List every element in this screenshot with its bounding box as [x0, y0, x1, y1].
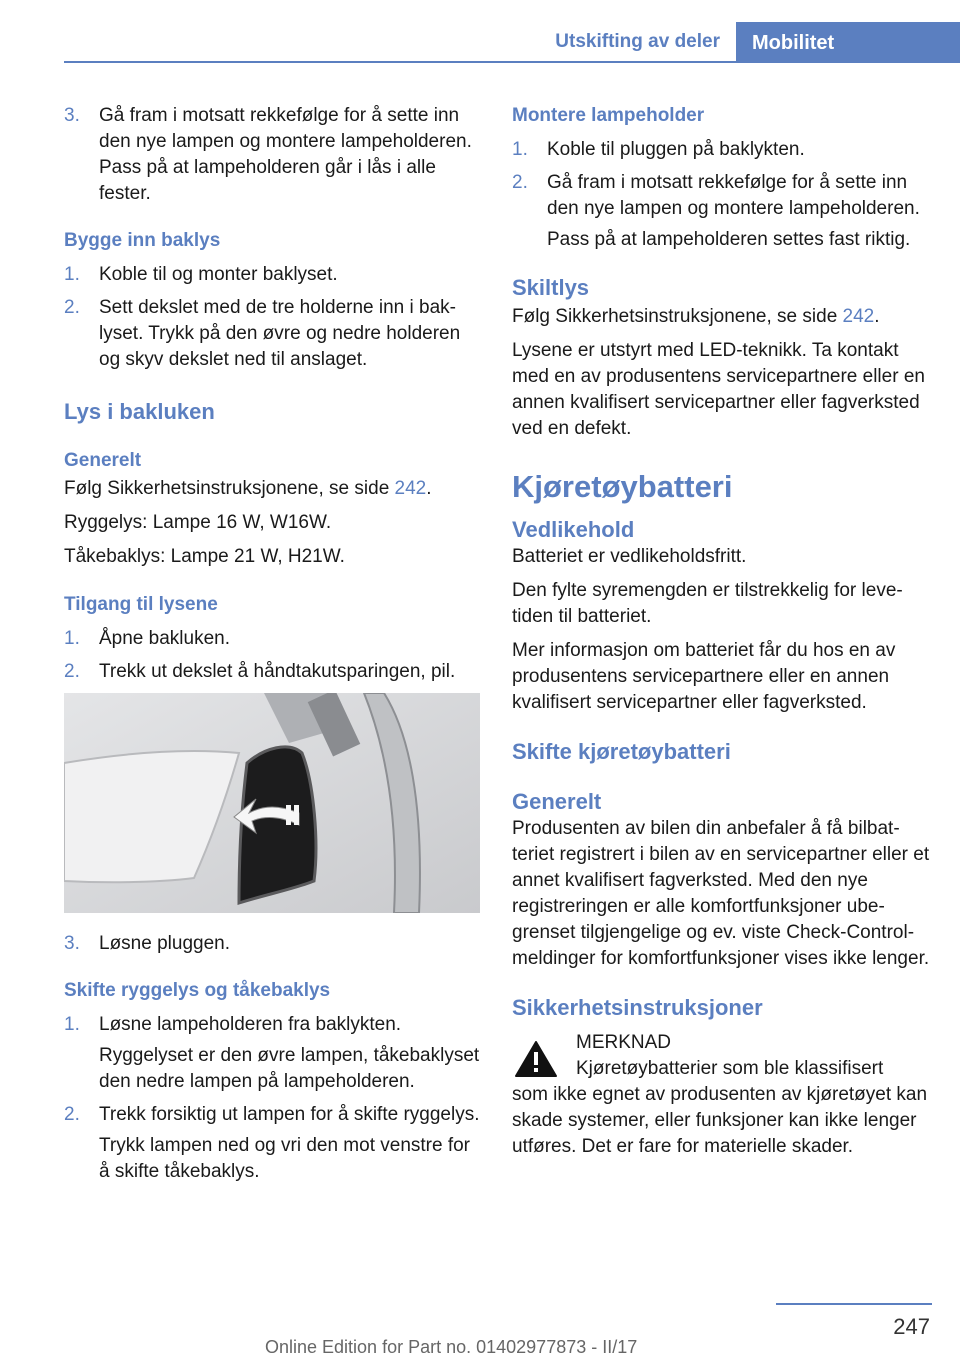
list-number: 2.	[512, 172, 528, 193]
list-number: 1.	[512, 139, 528, 160]
list-item	[512, 137, 932, 163]
footer-rule	[776, 1303, 932, 1305]
warning-text-cont: som ikke egnet av produsenten av kjøretøyet kan skade systemer, eller funksjoner kan ikke lenger utføres. Det er fare for materielle skader.	[512, 1084, 928, 1157]
subheading-montere: Montere lampeholder	[512, 105, 705, 126]
heading-kjoretoybatteri: Kjøretøybatteri	[512, 469, 733, 504]
list-text: Koble til og monter baklyset.	[99, 264, 338, 285]
list-item	[64, 659, 482, 685]
list-item	[64, 295, 482, 373]
header-chapter-tab: Mobilitet	[736, 22, 960, 62]
page-link[interactable]: 242	[394, 478, 427, 499]
page-number: 247	[893, 1314, 930, 1339]
tailgate-cover-illustration	[64, 693, 480, 913]
list-item	[64, 1102, 482, 1128]
list-item	[64, 262, 482, 288]
heading-lys-i-bakluken: Lys i bakluken	[64, 399, 215, 424]
warning-box	[512, 1030, 932, 1082]
list-note: Pass på at lampeholderen settes fast riktig.	[547, 229, 911, 250]
list-text: Åpne bakluken.	[99, 628, 230, 649]
ryggelys-spec: Ryggelys: Lampe 16 W, W16W.	[64, 512, 332, 533]
takebaklys-spec: Tåkebaklys: Lampe 21 W, H21W.	[64, 546, 345, 567]
page-link[interactable]: 242	[842, 306, 875, 327]
list-text: Koble til pluggen på baklykten.	[547, 139, 805, 160]
subheading-tilgang: Tilgang til lysene	[64, 594, 218, 615]
list-text: Gå fram i motsatt rekkefølge for å sette inn den nye lampen og montere lampeholderen.	[547, 172, 920, 219]
list-number: 1.	[64, 1014, 80, 1035]
vedlikehold-p1: Batteriet er vedlikeholdsfritt.	[512, 546, 747, 567]
heading-generelt: Generelt	[512, 789, 602, 814]
list-item	[64, 626, 482, 652]
heading-vedlikehold: Vedlikehold	[512, 517, 635, 542]
edition-footer: Online Edition for Part no. 01402977873 - II/17	[265, 1337, 638, 1357]
left-column	[64, 103, 482, 1192]
list-item	[64, 1012, 482, 1038]
heading-skifte-batteri: Skifte kjøretøybatteri	[512, 739, 731, 764]
list-text: Sett dekslet med de tre holderne inn i baklyset. Trykk på den øvre og nedre holderen og skyv dekslet ned til anslaget.	[99, 297, 461, 370]
list-note: Ryggelyset er den øvre lampen, tåkebaklyset den nedre lampen på lampeholderen.	[99, 1045, 480, 1092]
warning-triangle-icon	[514, 1040, 558, 1086]
list-number: 2.	[64, 1104, 80, 1125]
list-item	[64, 103, 482, 207]
vedlikehold-p2: Den fylte syremengden er tilstrekkelig for levetiden til batteriet.	[512, 580, 903, 627]
header-rule	[64, 61, 960, 63]
list-text: Løsne lampeholderen fra baklykten.	[99, 1014, 402, 1035]
list-number: 2.	[64, 297, 80, 318]
subheading-skifte: Skifte ryggelys og tåkebaklys	[64, 980, 331, 1001]
subheading-generelt: Generelt	[64, 450, 142, 471]
generelt-text: Produsenten av bilen din anbefaler å få bilbatteriet registrert i bilen av en servicepartner eller et annet kvalifisert fagverksted. Med den nye registreringen er alle komfortfunksjoner ubegrenset tilgjengelige og ev. viste Check-Control-meldinger for komfortfunksjoner vises ikke lenger.	[512, 818, 930, 969]
list-text: Trekk forsiktig ut lampen for å skifte ryggelys.	[99, 1104, 480, 1125]
header-section-title: Utskifting av deler	[555, 31, 720, 52]
list-number: 1.	[64, 264, 80, 285]
tailgate-photo-svg	[64, 693, 480, 913]
right-column	[512, 103, 932, 1168]
vedlikehold-p3: Mer informasjon om batteriet får du hos en av produsentens servicepartnere eller en annen kvalifisert servicepartner eller fagverksted.	[512, 640, 896, 713]
list-text: Trekk ut dekslet å håndtakutsparingen, pil.	[99, 661, 456, 682]
list-item	[512, 170, 932, 222]
warning-label: MERKNAD	[576, 1032, 672, 1053]
skiltlys-text: Lysene er utstyrt med LED-teknikk. Ta kontakt med en av produsentens servicepartnere eller en annen kvalifisert servicepartner eller fagverksted ved en defekt.	[512, 340, 925, 439]
safety-reference: Følg Sikkerhetsinstruksjonene, se side 242.	[512, 306, 880, 327]
list-number: 2.	[64, 661, 80, 682]
heading-skiltlys: Skiltlys	[512, 275, 590, 300]
list-item	[64, 931, 482, 957]
safety-reference: Følg Sikkerhetsinstruksjonene, se side 242.	[64, 478, 432, 499]
subheading-bygge: Bygge inn baklys	[64, 230, 221, 251]
list-number: 3.	[64, 933, 80, 954]
list-text: Løsne pluggen.	[99, 933, 230, 954]
list-note: Trykk lampen ned og vri den mot venstre for å skifte tåkebaklys.	[99, 1135, 471, 1182]
heading-sikkerhet: Sikkerhetsinstruksjoner	[512, 995, 763, 1020]
list-number: 3.	[64, 105, 80, 126]
list-number: 1.	[64, 628, 80, 649]
warning-text-line1: Kjøretøybatterier som ble klassifisert	[576, 1058, 884, 1079]
list-text: Gå fram i motsatt rekkefølge for å sette inn den nye lampen og montere lampeholderen. Pass på at lampeholderen går i lås i alle fester.	[99, 105, 472, 204]
